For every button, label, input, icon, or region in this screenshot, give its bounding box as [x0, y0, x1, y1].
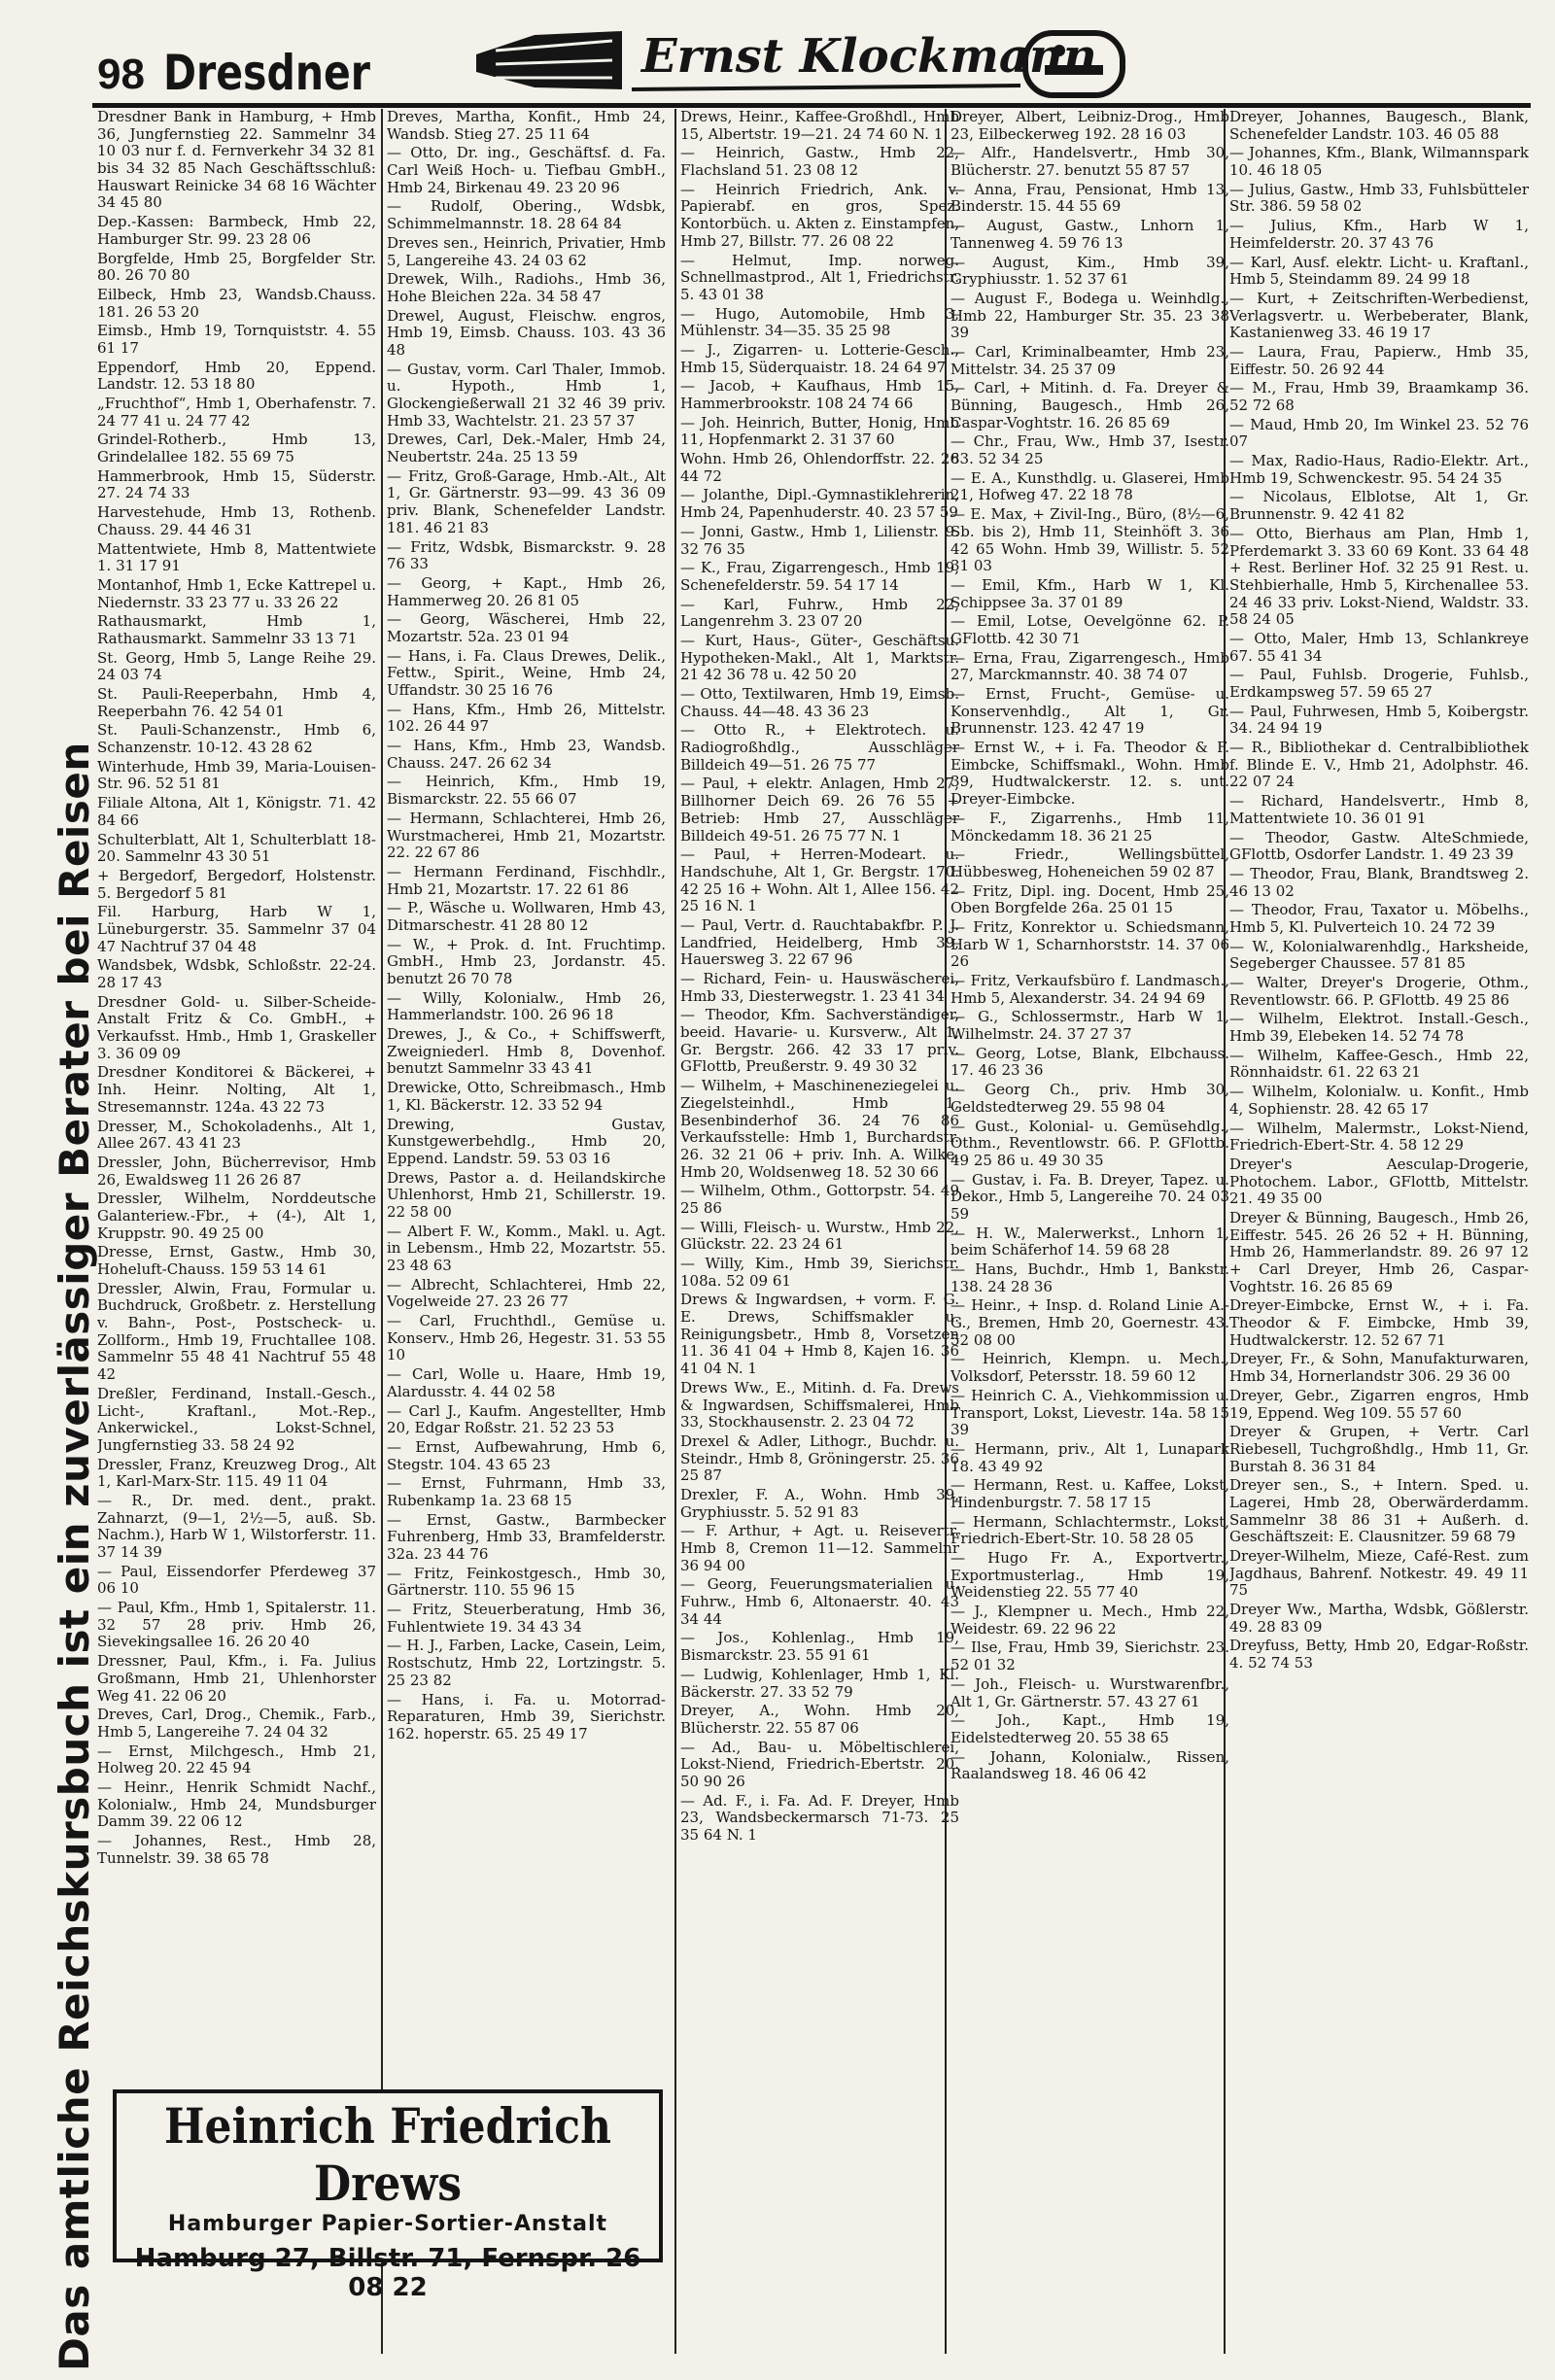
- directory-entry: — Hugo, Automobile, Hmb 3, Mühlenstr. 34—35. 35 25 98: [680, 304, 959, 340]
- directory-entry: Dresdner Bank in Hamburg, + Hmb 36, Jungfernstieg 22. Sammelnr 34 10 03 nur f. d. Fernverkehr 34 32 81 bis 34 32 85 Nach Geschäftsschluß: Hauswart Reinicke 34 68 16 Wächter 34 45 80: [97, 109, 376, 212]
- directory-entry: — Carl J., Kaufm. Angestellter, Hmb 20, Edgar Roßstr. 21. 52 23 53: [387, 1401, 666, 1437]
- directory-entry: — Ad. F., i. Fa. Ad. F. Dreyer, Hmb 23, Wandsbeckermarsch 71-73. 25 35 64 N. 1: [680, 1791, 959, 1844]
- directory-entry: — Hermann, Schlachtermstr., Lokst, Friedrich-Ebert-Str. 10. 58 28 05: [950, 1512, 1229, 1548]
- directory-entry: — Joh., Kapt., Hmb 19, Eidelstedterweg 20. 55 38 65: [950, 1711, 1229, 1746]
- directory-entry: — Joh. Heinrich, Butter, Honig, Hmb 11, Hopfenmarkt 2. 31 37 60: [680, 413, 959, 449]
- directory-entry: — Paul, + Herren-Modeart. u. Handschuhe, Alt 1, Gr. Bergstr. 170. 42 25 16 + Wohn. Alt 1, Allee 156. 42 25 16 N. 1: [680, 845, 959, 915]
- directory-entry: Drewing, Gustav, Kunstgewerbehdlg., Hmb 20, Eppend. Landstr. 59. 53 03 16: [387, 1115, 666, 1167]
- directory-entry: — Gust., Kolonial- u. Gemüsehdlg., Othm., Reventlowstr. 66. P. GFlottb. 49 25 86 u. 49 30 35: [950, 1117, 1229, 1169]
- directory-entry: — Paul, Kfm., Hmb 1, Spitalerstr. 11. 32 57 28 priv. Hmb 26, Sievekingsallee 16. 26 20 40: [97, 1599, 376, 1651]
- directory-entry: — Hans, i. Fa. u. Motorrad-Reparaturen, Hmb 39, Sierichstr. 162. hoperstr. 65. 25 49 17: [387, 1690, 666, 1742]
- directory-entry: Dreyer, Johannes, Baugesch., Blank, Schenefelder Landstr. 103. 46 05 88: [1229, 109, 1529, 143]
- directory-entry: — J., Klempner u. Mech., Hmb 22, Weidestr. 69. 22 96 22: [950, 1603, 1229, 1638]
- directory-entry: St. Pauli-Schanzenstr., Hmb 6, Schanzenstr. 10-12. 43 28 62: [97, 721, 376, 757]
- directory-entry: — Erna, Frau, Zigarrengesch., Hmb 27, Marckmannstr. 40. 38 74 07: [950, 648, 1229, 684]
- directory-entry: — Karl, Fuhrw., Hmb 22, Langenrehm 3. 23 07 20: [680, 595, 959, 631]
- directory-entry: Dreyer, Gebr., Zigarren engros, Hmb 19, Eppend. Weg 109. 55 57 60: [1229, 1386, 1529, 1422]
- directory-entry: — Fritz, Feinkostgesch., Hmb 30, Gärtnerstr. 110. 55 96 15: [387, 1564, 666, 1600]
- directory-entry: Winterhude, Hmb 39, Maria-Louisen-Str. 96. 52 51 81: [97, 757, 376, 793]
- directory-entry: — Wilhelm, Othm., Gottorpstr. 54. 49 25 86: [680, 1182, 959, 1217]
- directory-entry: Drews, Pastor a. d. Heilandskirche Uhlenhorst, Hmb 21, Schillerstr. 19. 22 58 00: [387, 1168, 666, 1221]
- directory-entry: — Georg, + Kapt., Hmb 26, Hammerweg 20. 26 81 05: [387, 573, 666, 609]
- directory-entry: Dreyer Ww., Martha, Wdsbk, Gößlerstr. 49. 28 83 09: [1229, 1601, 1529, 1636]
- directory-entry: — Julius, Gastw., Hmb 33, Fuhlsbütteler Str. 386. 59 58 02: [1229, 180, 1529, 216]
- directory-entry: — Kurt, + Zeitschriften-Werbedienst, Verlagsvertr. u. Werbeberater, Blank, Kastanienweg 33. 46 19 17: [1229, 289, 1529, 342]
- directory-entry: — Jacob, + Kaufhaus, Hmb 15, Hammerbrookstr. 108 24 74 66: [680, 377, 959, 412]
- directory-entry: St. Georg, Hmb 5, Lange Reihe 29. 24 03 74: [97, 648, 376, 684]
- directory-entry: — Heinr., Henrik Schmidt Nachf., Kolonialw., Hmb 24, Mundsburger Damm 39. 22 06 12: [97, 1777, 376, 1831]
- directory-entry: — Georg, Lotse, Blank, Elbchauss. 17. 46 23 36: [950, 1044, 1229, 1080]
- directory-entry: Schulterblatt, Alt 1, Schulterblatt 18-20. Sammelnr 43 30 51: [97, 830, 376, 866]
- directory-entry: — Chr., Frau, Ww., Hmb 37, Isestr. 83. 52 34 25: [950, 432, 1229, 468]
- column-4: [950, 109, 1229, 2344]
- directory-entry: St. Pauli-Reeperbahn, Hmb 4, Reeperbahn 76. 42 54 01: [97, 685, 376, 720]
- column-1: [97, 109, 376, 2344]
- directory-entry: — M., Frau, Hmb 39, Braamkamp 36. 52 72 68: [1229, 379, 1529, 414]
- directory-entry: — Otto, Maler, Hmb 13, Schlankreye 67. 55 41 34: [1229, 629, 1529, 665]
- directory-entry: — Carl, Fruchthdl., Gemüse u. Konserv., Hmb 26, Hegestr. 31. 53 55 10: [387, 1312, 666, 1364]
- directory-entry: Fil. Harburg, Harb W 1, Lüneburgerstr. 35. Sammelnr 37 04 47 Nachtruf 37 04 48: [97, 903, 376, 955]
- directory-entry: Dreßler, Ferdinand, Install.-Gesch., Licht-, Kraftanl., Mot.-Rep., Ankerwickel., Lokst-Schnel, Jungfernstieg 33. 58 24 92: [97, 1384, 376, 1454]
- directory-entry: — Max, Radio-Haus, Radio-Elektr. Art., Hmb 19, Schwenckestr. 95. 54 24 35: [1229, 452, 1529, 487]
- directory-entry: — Theodor, Gastw. AlteSchmiede, GFlottb, Osdorfer Landstr. 1. 49 23 39: [1229, 828, 1529, 864]
- directory-entry: — Carl, Kriminalbeamter, Hmb 23, Mittelstr. 34. 25 37 09: [950, 342, 1229, 378]
- directory-entry: — Ilse, Frau, Hmb 39, Sierichstr. 23. 52 01 32: [950, 1638, 1229, 1674]
- directory-entry: — Heinrich, Kfm., Hmb 19, Bismarckstr. 22. 55 66 07: [387, 773, 666, 809]
- directory-entry: Dresdner Konditorei & Bäckerei, + Inh. Heinr. Nolting, Alt 1, Stresemannstr. 124a. 43 22 73: [97, 1063, 376, 1116]
- directory-entry: — Georg Ch., priv. Hmb 30, Geldstedterweg 29. 55 98 04: [950, 1081, 1229, 1116]
- directory-entry: Dressler, Alwin, Frau, Formular u. Buchdruck, Großbetr. z. Herstellung v. Bahn-, Post-, Postscheck- u. Zollform., Hmb 19, Fruchtallee 108. Sammelnr 55 48 41 Nachtruf 55 48 42: [97, 1279, 376, 1384]
- directory-entry: — Fritz, Dipl. ing. Docent, Hmb 25, Oben Borgfelde 26a. 25 01 15: [950, 881, 1229, 917]
- directory-entry: — Johannes, Rest., Hmb 28, Tunnelstr. 39. 38 65 78: [97, 1832, 376, 1867]
- directory-entry: Borgfelde, Hmb 25, Borgfelder Str. 80. 26 70 80: [97, 249, 376, 285]
- directory-entry: — Friedr., Wellingsbüttel, Hübbesweg, Hoheneichen 59 02 87: [950, 845, 1229, 880]
- directory-entry: Dresse, Ernst, Gastw., Hmb 30, Hoheluft-Chauss. 159 53 14 61: [97, 1243, 376, 1278]
- directory-entry: — Hans, Buchdr., Hmb 1, Bankstr. 138. 24 28 36: [950, 1260, 1229, 1295]
- directory-entry: — Heinrich Friedrich, Ank. v. Papierabf. en gros, Spez. Kontorbüch. u. Akten z. Einstampfen, Hmb 27, Billstr. 77. 26 08 22: [680, 180, 959, 250]
- directory-entry: — Hermann, Rest. u. Kaffee, Lokst, Hindenburgstr. 7. 58 17 15: [950, 1476, 1229, 1511]
- directory-entry: — Theodor, Frau, Blank, Brandtsweg 2. 46 13 02: [1229, 864, 1529, 900]
- advertisement-box: [113, 2089, 663, 2302]
- directory-entry: — W., + Prok. d. Int. Fruchtimp. GmbH., Hmb 23, Jordanstr. 45. benutzt 26 70 78: [387, 935, 666, 987]
- directory-entry: — K., Frau, Zigarrengesch., Hmb 19, Schenefelderstr. 59. 54 17 14: [680, 559, 959, 594]
- directory-entry: — E. Max, + Zivil-Ing., Büro, (8½—6, Sb. bis 2), Hmb 11, Steinhöft 3. 36 42 65 Wohn. Hmb 39, Willistr. 5. 52 31 03: [950, 505, 1229, 575]
- directory-entry: — Otto, Dr. ing., Geschäftsf. d. Fa. Carl Weiß Hoch- u. Tiefbau GmbH., Hmb 24, Birkenau 49. 23 20 96: [387, 144, 666, 196]
- directory-entry: — Hans, Kfm., Hmb 23, Wandsb. Chauss. 247. 26 62 34: [387, 737, 666, 772]
- directory-entry: — Jos., Kohlenlag., Hmb 19, Bismarckstr. 23. 55 91 61: [680, 1629, 959, 1665]
- directory-entry: Drewek, Wilh., Radiohs., Hmb 36, Hohe Bleichen 22a. 34 58 47: [387, 270, 666, 305]
- directory-entry: Eimsb., Hmb 19, Tornquiststr. 4. 55 61 17: [97, 322, 376, 357]
- directory-entry: Eilbeck, Hmb 23, Wandsb.Chauss. 181. 26 53 20: [97, 285, 376, 321]
- directory-entry: Drews Ww., E., Mitinh. d. Fa. Drews & Ingwardsen, Schiffsmalerei, Hmb 33, Stockhausenstr. 2. 23 04 72: [680, 1378, 959, 1431]
- directory-entry: — Ernst, Fuhrmann, Hmb 33, Rubenkamp 1a. 23 68 15: [387, 1474, 666, 1509]
- directory-entry: Rathausmarkt, Hmb 1, Rathausmarkt. Sammelnr 33 13 71: [97, 612, 376, 647]
- directory-entry: — Gustav, i. Fa. B. Dreyer, Tapez. u. Dekor., Hmb 5, Langereihe 70. 24 03 59: [950, 1170, 1229, 1223]
- directory-entry: — Wilhelm, Kaffee-Gesch., Hmb 22, Rönnhaidstr. 61. 22 63 21: [1229, 1046, 1529, 1082]
- directory-entry: — Theodor, Frau, Taxator u. Möbelhs., Hmb 5, Kl. Pulverteich 10. 24 72 39: [1229, 901, 1529, 936]
- directory-entry: — Richard, Fein- u. Hauswäscherei, Hmb 33, Diesterwegstr. 1. 23 41 34: [680, 970, 959, 1005]
- directory-entry: Dreyer's Aesculap-Drogerie, Photochem. Labor., GFlottb, Mittelstr. 21. 49 35 00: [1229, 1155, 1529, 1208]
- directory-entry: + Bergedorf, Bergedorf, Holstenstr. 5. Bergedorf 5 81: [97, 866, 376, 902]
- directory-entry: — Richard, Handelsvertr., Hmb 8, Mattentwiete 10. 36 01 91: [1229, 792, 1529, 827]
- directory-entry: — Ernst, Aufbewahrung, Hmb 6, Stegstr. 104. 43 65 23: [387, 1437, 666, 1473]
- directory-entry: Drews, Heinr., Kaffee-Großhdl., Hmb 15, Albertstr. 19—21. 24 74 60 N. 1: [680, 109, 959, 143]
- directory-entry: — Jolanthe, Dipl.-Gymnastiklehrerin, Hmb 24, Papenhuderstr. 40. 23 57 59: [680, 486, 959, 522]
- directory-entry: — J., Zigarren- u. Lotterie-Gesch., Hmb 15, Süderquaistr. 18. 24 64 97: [680, 340, 959, 376]
- directory-entry: Filiale Altona, Alt 1, Königstr. 71. 42 84 66: [97, 794, 376, 829]
- directory-entry: — Wilhelm, + Maschineneziegelei u. Ziegelsteinhdl., Hmb 1, Besenbinderhof 36. 24 76 86 Verkaufsstelle: Hmb 1, Burchardstr. 26. 32 21 06 + priv. Inh. A. Wilke, Hmb 20, Woldsenweg 18. 52 30 66: [680, 1077, 959, 1181]
- directory-entry: — Joh., Fleisch- u. Wurstwarenfbr., Alt 1, Gr. Gärtnerstr. 57. 43 27 61: [950, 1674, 1229, 1710]
- directory-entry: Dreyer sen., S., + Intern. Sped. u. Lagerei, Hmb 28, Oberwärderdamm. Sammelnr 38 86 31 + Außerh. d. Geschäftszeit: E. Clausnitzer. 59 68 79: [1229, 1476, 1529, 1546]
- directory-entry: — Willi, Fleisch- u. Wurstw., Hmb 22, Glückstr. 22. 23 24 61: [680, 1218, 959, 1254]
- ad-address: Hamburg 27, Billstr. 71, Fernspr. 26 08 22: [134, 2244, 641, 2302]
- directory-entry: — Georg, Feuerungsmaterialien u. Fuhrw., Hmb 6, Altonaerstr. 40. 43 34 44: [680, 1575, 959, 1628]
- directory-entry: — Ernst, Frucht-, Gemüse- u. Konservenhdlg., Alt 1, Gr. Brunnenstr. 123. 42 47 19: [950, 685, 1229, 738]
- directory-entry: Hammerbrook, Hmb 15, Süderstr. 27. 24 74 33: [97, 466, 376, 502]
- directory-entry: — Heinrich, Klempn. u. Mech., Volksdorf, Petersstr. 18. 59 60 12: [950, 1350, 1229, 1386]
- directory-entry: Mattentwiete, Hmb 8, Mattentwiete 1. 31 17 91: [97, 539, 376, 575]
- directory-entry: — Paul, Eissendorfer Pferdeweg 37 06 10: [97, 1562, 376, 1598]
- directory-entry: Wohn. Hmb 26, Ohlendorffstr. 22. 26 44 72: [680, 450, 959, 485]
- directory-entry: — Wilhelm, Elektrot. Install.-Gesch., Hmb 39, Elebeken 14. 52 74 78: [1229, 1010, 1529, 1046]
- directory-entry: — Theodor, Kfm. Sachverständiger, beeid. Havarie- u. Kursverw., Alt 1, Gr. Bergstr. 266. 42 33 17 priv. GFlottb, Preußerstr. 9. 49 30 32: [680, 1006, 959, 1076]
- directory-entry: — Fritz, Verkaufsbüro f. Landmasch., Hmb 5, Alexanderstr. 34. 24 94 69: [950, 972, 1229, 1007]
- directory-entry: — Laura, Frau, Papierw., Hmb 35, Eiffestr. 50. 26 92 44: [1229, 342, 1529, 378]
- directory-entry: Harvestehude, Hmb 13, Rothenb. Chauss. 29. 44 46 31: [97, 503, 376, 538]
- directory-entry: — Emil, Kfm., Harb W 1, Kl. Schippsee 3a. 37 01 89: [950, 575, 1229, 611]
- directory-entry: — August F., Bodega u. Weinhdlg., Hmb 22, Hamburger Str. 35. 23 38 39: [950, 289, 1229, 342]
- vertical-margin-ad: Das amtliche Reichskursbuch ist ein zuverlässiger Berater bei Reisen: [51, 742, 98, 2371]
- directory-entry: Drexler, F. A., Wohn. Hmb 39, Gryphiusstr. 5. 52 91 83: [680, 1485, 959, 1521]
- directory-entry: — G., Schlossermstr., Harb W 1, Wilhelmstr. 24. 37 27 37: [950, 1008, 1229, 1044]
- column-5: [1229, 109, 1529, 2344]
- directory-entry: — August, Kim., Hmb 39, Gryphiusstr. 1. 52 37 61: [950, 253, 1229, 289]
- directory-entry: — Walter, Dreyer's Drogerie, Othm., Reventlowstr. 66. P. GFlottb. 49 25 86: [1229, 974, 1529, 1009]
- ad-title: Heinrich Friedrich Drews: [163, 2097, 612, 2212]
- directory-entry: Dep.-Kassen: Barmbeck, Hmb 22, Hamburger Str. 99. 23 28 06: [97, 213, 376, 248]
- directory-entry: — Willy, Kolonialw., Hmb 26, Hammerlandstr. 100. 26 96 18: [387, 988, 666, 1024]
- column-divider: [674, 109, 676, 2354]
- directory-entry: Dreyer-Wilhelm, Mieze, Café-Rest. zum Jagdhaus, Bahrenf. Notkestr. 49. 49 11 75: [1229, 1547, 1529, 1600]
- directory-entry: — Carl, Wolle u. Haare, Hmb 19, Alardusstr. 4. 44 02 58: [387, 1365, 666, 1400]
- klockmann-logo: [476, 21, 1137, 105]
- directory-entry: — Wilhelm, Kolonialw. u. Konfit., Hmb 4, Sophienstr. 28. 42 65 17: [1229, 1083, 1529, 1118]
- directory-entry: — August, Gastw., Lnhorn 1, Tannenweg 4. 59 76 13: [950, 217, 1229, 252]
- directory-entry: — Ernst W., + i. Fa. Theodor & F. Eimbcke, Schiffsmakl., Wohn. Hmb 39, Hudtwalckerstr. 12. s. unt. Dreyer-Eimbcke.: [950, 739, 1229, 809]
- directory-entry: — Fritz, Steuerberatung, Hmb 36, Fuhlentwiete 19. 34 43 34: [387, 1601, 666, 1636]
- directory-entry: — Anna, Frau, Pensionat, Hmb 13, Binderstr. 15. 44 55 69: [950, 180, 1229, 216]
- directory-entry: Eppendorf, Hmb 20, Eppend. Landstr. 12. 53 18 80: [97, 358, 376, 394]
- directory-entry: — Alfr., Handelsvertr., Hmb 30, Blücherstr. 27. benutzt 55 87 57: [950, 144, 1229, 180]
- directory-entry: — Emil, Lotse, Oevelgönne 62. P. GFlottb. 42 30 71: [950, 612, 1229, 647]
- directory-entry: — Paul, Fuhlsb. Drogerie, Fuhlsb., Erdkampsweg 57. 59 65 27: [1229, 666, 1529, 701]
- directory-entry: — Ernst, Milchgesch., Hmb 21, Holweg 20. 22 45 94: [97, 1742, 376, 1777]
- directory-entry: — Gustav, vorm. Carl Thaler, Immob. u. Hypoth., Hmb 1, Glockengießerwall 21 32 46 39 priv. Hmb 33, Wachtelstr. 21. 23 57 37: [387, 360, 666, 430]
- directory-entry: — Ludwig, Kohlenlager, Hmb 1, Kl. Bäckerstr. 27. 33 52 79: [680, 1665, 959, 1701]
- directory-entry: — Carl, + Mitinh. d. Fa. Dreyer & Bünning, Baugesch., Hmb 26, Caspar-Voghtstr. 16. 26 85 69: [950, 379, 1229, 431]
- directory-entry: Dressler, Franz, Kreuzweg Drog., Alt 1, Karl-Marx-Str. 115. 49 11 04: [97, 1455, 376, 1491]
- directory-entry: — H. J., Farben, Lacke, Casein, Leim, Rostschutz, Hmb 22, Lortzingstr. 5. 25 23 82: [387, 1637, 666, 1689]
- directory-entry: — Helmut, Imp. norweg. Schnellmastprod., Alt 1, Friedrichstr. 5. 43 01 38: [680, 251, 959, 303]
- ad-subtitle: Hamburger Papier-Sortier-Anstalt: [167, 2212, 608, 2236]
- directory-entry: — Paul, Vertr. d. Rauchtabakfbr. P. J. Landfried, Heidelberg, Hmb 39, Hauersweg 3. 22 67 96: [680, 915, 959, 969]
- directory-entry: Montanhof, Hmb 1, Ecke Kattrepel u. Niedernstr. 33 23 77 u. 33 26 22: [97, 575, 376, 611]
- logo-wordmark: Ernst Klockmann: [641, 29, 1097, 84]
- directory-entry: — Otto, Textilwaren, Hmb 19, Eimsb. Chauss. 44—48. 43 36 23: [680, 685, 959, 720]
- directory-entry: Drewicke, Otto, Schreibmasch., Hmb 1, Kl. Bäckerstr. 12. 33 52 94: [387, 1079, 666, 1114]
- directory-entry: — P., Wäsche u. Wollwaren, Hmb 43, Ditmarschestr. 41 28 80 12: [387, 899, 666, 934]
- directory-entry: — Fritz, Konrektor u. Schiedsmann, Harb W 1, Scharnhorststr. 14. 37 06 26: [950, 917, 1229, 971]
- directory-entry: — W., Kolonialwarenhdlg., Harksheide, Segeberger Chaussee. 57 81 85: [1229, 937, 1529, 973]
- header-rule: [92, 103, 1531, 108]
- directory-entry: — Johann, Kolonialw., Rissen, Raalandsweg 18. 46 06 42: [950, 1747, 1229, 1783]
- directory-entry: Dreves, Martha, Konfit., Hmb 24, Wandsb. Stieg 27. 25 11 64: [387, 109, 666, 143]
- column-divider: [381, 109, 383, 2354]
- directory-entry: Dreves, Carl, Drog., Chemik., Farb., Hmb 5, Langereihe 7. 24 04 32: [97, 1706, 376, 1741]
- directory-entry: Dressner, Paul, Kfm., i. Fa. Julius Großmann, Hmb 21, Uhlenhorster Weg 41. 22 06 20: [97, 1652, 376, 1705]
- directory-entry: — Hans, Kfm., Hmb 26, Mittelstr. 102. 26 44 97: [387, 700, 666, 736]
- directory-entry: — Paul, Fuhrwesen, Hmb 5, Koibergstr. 34. 24 94 19: [1229, 702, 1529, 738]
- column-2: [387, 109, 666, 2344]
- column-3: [680, 109, 959, 2344]
- directory-entry: Drews & Ingwardsen, + vorm. F. G. E. Drews, Schiffsmakler u. Reinigungsbetr., Hmb 8, Vorsetzen 11. 36 41 04 + Hmb 8, Kajen 16. 36 41 04 N. 1: [680, 1291, 959, 1378]
- directory-entry: — Heinrich, Gastw., Hmb 22, Flachsland 51. 23 08 12: [680, 144, 959, 180]
- directory-entry: — E. A., Kunsthdlg. u. Glaserei, Hmb 21, Hofweg 47. 22 18 78: [950, 468, 1229, 504]
- directory-entry: — Hugo Fr. A., Exportvertr., Exportmusterlag., Hmb 19, Weidenstieg 22. 55 77 40: [950, 1549, 1229, 1602]
- directory-entry: — Paul, + elektr. Anlagen, Hmb 27, Billhorner Deich 69. 26 76 55 + Betrieb: Hmb 27, Ausschläger Billdeich 49-51. 26 75 77 N. 1: [680, 775, 959, 845]
- directory-entry: Grindel-Rotherb., Hmb 13, Grindelallee 182. 55 69 75: [97, 431, 376, 466]
- directory-entry: Dreves sen., Heinrich, Privatier, Hmb 5, Langereihe 43. 24 03 62: [387, 233, 666, 269]
- directory-entry: — Otto R., + Elektrotech. u. Radiogroßhdlg., Ausschläger Billdeich 49—51. 26 75 77: [680, 721, 959, 774]
- directory-entry: — Albrecht, Schlachterei, Hmb 22, Vogelweide 27. 23 26 77: [387, 1275, 666, 1311]
- directory-entry: Dreyer-Eimbcke, Ernst W., + i. Fa. Theodor & F. Eimbcke, Hmb 39, Hudtwalckerstr. 12. 52 67 71: [1229, 1296, 1529, 1349]
- directory-entry: — Ad., Bau- u. Möbeltischlerei, Lokst-Niend, Friedrich-Ebertstr. 20. 50 90 26: [680, 1738, 959, 1790]
- directory-entry: — Karl, Ausf. elektr. Licht- u. Kraftanl., Hmb 5, Steindamm 89. 24 99 18: [1229, 253, 1529, 289]
- directory-entry: Dreyer & Bünning, Baugesch., Hmb 26, Eiffestr. 545. 26 26 52 + H. Bünning, Hmb 26, Hammerlandstr. 89. 26 97 12 + Carl Dreyer, Hmb 26, Caspar-Voghtstr. 16. 26 85 69: [1229, 1208, 1529, 1295]
- directory-entry: — Georg, Wäscherei, Hmb 22, Mozartstr. 52a. 23 01 94: [387, 610, 666, 645]
- directory-entry: Dressler, Wilhelm, Norddeutsche Galanteriew.-Fbr., + (4-), Alt 1, Kruppstr. 90. 49 25 00: [97, 1190, 376, 1242]
- directory-entry: — Fritz, Wdsbk, Bismarckstr. 9. 28 76 33: [387, 537, 666, 573]
- directory-entry: Drexel & Adler, Lithogr., Buchdr. u. Steindr., Hmb 8, Gröningerstr. 25. 36 25 87: [680, 1431, 959, 1485]
- directory-entry: — Rudolf, Obering., Wdsbk, Schimmelmannstr. 18. 28 64 84: [387, 197, 666, 233]
- page-number: 98: [97, 51, 145, 98]
- directory-entry: — Hermann, priv., Alt 1, Lunapark 18. 43 49 92: [950, 1439, 1229, 1475]
- directory-entry: — Nicolaus, Elblotse, Alt 1, Gr. Brunnenstr. 9. 42 41 82: [1229, 488, 1529, 524]
- directory-entry: — Ernst, Gastw., Barmbecker Fuhrenberg, Hmb 33, Bramfelderstr. 32a. 23 44 76: [387, 1510, 666, 1563]
- directory-entry: — Hermann, Schlachterei, Hmb 26, Wurstmacherei, Hmb 21, Mozartstr. 22. 22 67 86: [387, 809, 666, 862]
- directory-entry: Dressler, John, Bücherrevisor, Hmb 26, Ewaldsweg 11 26 26 87: [97, 1153, 376, 1189]
- directory-entry: Dreyer, A., Wohn. Hmb 20, Blücherstr. 22. 55 87 06: [680, 1702, 959, 1737]
- directory-entry: Dresser, M., Schokoladenhs., Alt 1, Allee 267. 43 41 23: [97, 1117, 376, 1153]
- directory-entry: Drewes, Carl, Dek.-Maler, Hmb 24, Neubertstr. 24a. 25 13 59: [387, 431, 666, 466]
- directory-entry: — Julius, Kfm., Harb W 1, Heimfelderstr. 20. 37 43 76: [1229, 217, 1529, 252]
- directory-entry: — Wilhelm, Malermstr., Lokst-Niend, Friedrich-Ebert-Str. 4. 58 12 29: [1229, 1119, 1529, 1155]
- directory-entry: — Kurt, Haus-, Güter-, Geschäftsu. Hypotheken-Makl., Alt 1, Marktstr. 21 42 36 78 u. 42 50 20: [680, 631, 959, 684]
- directory-entry: Drewes, J., & Co., + Schiffswerft, Zweigniederl. Hmb 8, Dovenhof. benutzt Sammelnr 33 43 41: [387, 1025, 666, 1078]
- directory-entry: Dreyfuss, Betty, Hmb 20, Edgar-Roßstr. 4. 52 74 53: [1229, 1637, 1529, 1673]
- directory-entry: — Fritz, Groß-Garage, Hmb.-Alt., Alt 1, Gr. Gärtnerstr. 93—99. 43 36 09 priv. Blank, Schenefelder Landstr. 181. 46 21 83: [387, 466, 666, 536]
- directory-entry: — H. W., Malerwerkst., Lnhorn 1, beim Schäferhof 14. 59 68 28: [950, 1224, 1229, 1259]
- directory-entry: — Hans, i. Fa. Claus Drewes, Delik., Fettw., Spirit., Weine, Hmb 24, Uffandstr. 30 25 16 76: [387, 646, 666, 699]
- directory-entry: Dreyer, Albert, Leibniz-Drog., Hmb 23, Eilbeckerweg 192. 28 16 03: [950, 109, 1229, 143]
- directory-entry: — Maud, Hmb 20, Im Winkel 23. 52 76 07: [1229, 415, 1529, 451]
- running-head: Dresdner: [163, 45, 371, 101]
- directory-entry: Wandsbek, Wdsbk, Schloßstr. 22-24. 28 17 43: [97, 956, 376, 991]
- directory-entry: Dreyer & Grupen, + Vertr. Carl Riebesell, Tuchgroßhdlg., Hmb 11, Gr. Burstah 8. 36 31 84: [1229, 1423, 1529, 1475]
- directory-entry: „Fruchthof“, Hmb 1, Oberhafenstr. 7. 24 77 41 u. 24 77 42: [97, 395, 376, 430]
- directory-entry: Dresdner Gold- u. Silber-Scheide-Anstalt Fritz & Co. GmbH., + Verkaufsst. Hmb., Hmb 1, Graskeller 3. 36 09 09: [97, 992, 376, 1062]
- directory-entry: — Willy, Kim., Hmb 39, Sierichstr. 108a. 52 09 61: [680, 1255, 959, 1290]
- directory-entry: — Otto, Bierhaus am Plan, Hmb 1, Pferdemarkt 3. 33 60 69 Kont. 33 64 48 + Rest. Berliner Hof. 32 25 91 Rest. u. Stehbierhalle, Hmb 5, Kirchenallee 53. 24 46 33 priv. Lokst-Niend, Waldstr. 33. 58 24 05: [1229, 524, 1529, 629]
- directory-entry: — Jonni, Gastw., Hmb 1, Lilienstr. 9. 32 76 35: [680, 522, 959, 558]
- directory-entry: — Hermann Ferdinand, Fischhdlr., Hmb 21, Mozartstr. 17. 22 61 86: [387, 862, 666, 898]
- directory-entry: — R., Dr. med. dent., prakt. Zahnarzt, (9—1, 2½—5, auß. Sb. Nachm.), Harb W 1, Wilstorferstr. 11. 37 14 39: [97, 1491, 376, 1561]
- directory-entry: — Heinrich C. A., Viehkommission u. Transport, Lokst, Lievestr. 14a. 58 15 39: [950, 1386, 1229, 1439]
- directory-entry: — R., Bibliothekar d. Centralbibliothek f. Blinde E. V., Hmb 21, Adolphstr. 46. 22 07 24: [1229, 739, 1529, 791]
- directory-entry: — F. Arthur, + Agt. u. Reisevertr. Hmb 8, Cremon 11—12. Sammelnr 36 94 00: [680, 1522, 959, 1574]
- directory-entry: Drewel, August, Fleischw. engros, Hmb 19, Eimsb. Chauss. 103. 43 36 48: [387, 306, 666, 359]
- directory-entry: — Albert F. W., Komm., Makl. u. Agt. in Lebensm., Hmb 22, Mozartstr. 55. 23 48 63: [387, 1222, 666, 1274]
- directory-entry: — Johannes, Kfm., Blank, Wilmannspark 10. 46 18 05: [1229, 144, 1529, 180]
- directory-entry: — Heinr., + Insp. d. Roland Linie A.-G., Bremen, Hmb 20, Goernestr. 43. 52 08 00: [950, 1296, 1229, 1349]
- directory-entry: Dreyer, Fr., & Sohn, Manufakturwaren, Hmb 34, Hornerlandstr 306. 29 36 00: [1229, 1350, 1529, 1386]
- directory-entry: — F., Zigarrenhs., Hmb 11, Mönckedamm 18. 36 21 25: [950, 809, 1229, 845]
